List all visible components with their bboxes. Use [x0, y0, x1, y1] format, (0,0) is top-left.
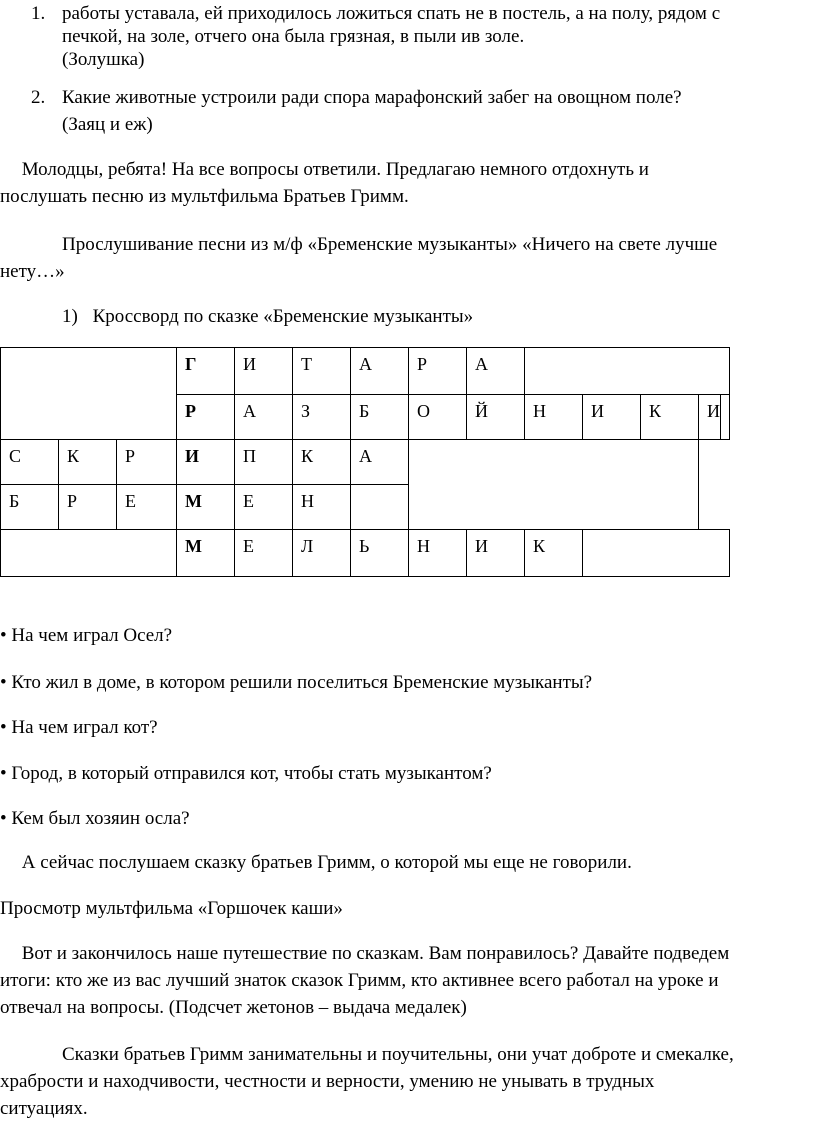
question-item: • Кто жил в доме, в котором решили поселиться Бременские музыканты? [0, 672, 593, 693]
crossword-cell[interactable]: К [525, 530, 583, 577]
crossword-cell[interactable]: Б [1, 485, 59, 530]
list-number: 1) [62, 306, 78, 327]
list-number: 2. [31, 87, 46, 108]
crossword-cell[interactable]: М [177, 485, 235, 530]
paragraph-praise: Молодцы, ребята! На все вопросы ответили. Предлагаю немного отдохнуть и послушать песню из мультфильма Братьев Гримм. [0, 159, 649, 207]
paragraph-song: Прослушивание песни из м/ф «Бременские музыканты» «Ничего на свете лучше нету…» [0, 234, 718, 282]
crossword-empty [525, 348, 730, 395]
crossword-cell[interactable]: А [351, 440, 409, 485]
crossword-cell[interactable]: А [467, 348, 525, 395]
crossword-cell[interactable]: К [59, 440, 117, 485]
list-text-line: работы уставала, ей приходилось ложиться спать не в постель, а на полу, рядом с [62, 3, 721, 24]
question-item: • Кем был хозяин осла? [0, 808, 190, 829]
crossword-cell[interactable]: П [235, 440, 293, 485]
crossword-cell[interactable]: К [641, 395, 699, 440]
crossword-title: 1) Кроссворд по сказке «Бременские музыканты» [62, 306, 474, 327]
crossword-cell[interactable]: Р [59, 485, 117, 530]
crossword-cell[interactable]: А [351, 348, 409, 395]
crossword-cell[interactable]: Г [177, 348, 235, 395]
crossword-cell[interactable]: И [699, 395, 721, 440]
paragraph-conclusion: Сказки братьев Гримм занимательны и поучительны, они учат доброте и смекалке, храбрости и находчивости, честности и верности, умению не унывать в трудных ситуациях. [0, 1044, 734, 1119]
paragraph-fairytale: А сейчас послушаем сказку братьев Гримм, о которой мы еще не говорили. [17, 852, 632, 873]
crossword-cell[interactable]: Е [235, 485, 293, 530]
question-item: • На чем играл кот? [0, 717, 158, 738]
crossword-cell[interactable]: Р [177, 395, 235, 440]
crossword-cell[interactable]: К [293, 440, 351, 485]
crossword-cell[interactable]: С [1, 440, 59, 485]
crossword-cell[interactable]: Н [293, 485, 351, 530]
paragraph-cartoon: Просмотр мультфильма «Горшочек каши» [0, 898, 343, 919]
list-item-2 [31, 86, 802, 136]
crossword-empty [721, 395, 730, 440]
crossword-cell[interactable]: Л [293, 530, 351, 577]
crossword-cell[interactable]: Е [117, 485, 177, 530]
crossword-empty [1, 348, 177, 440]
crossword-cell[interactable]: Р [117, 440, 177, 485]
crossword-cell[interactable]: И [583, 395, 641, 440]
crossword-cell[interactable]: Е [235, 530, 293, 577]
answer-text: (Золушка) [62, 49, 145, 70]
crossword-empty [583, 530, 730, 577]
crossword-empty [351, 485, 409, 530]
crossword-cell[interactable]: И [235, 348, 293, 395]
question-item: • Город, в который отправился кот, чтобы стать музыкантом? [0, 763, 492, 784]
answer-text: (Заяц и еж) [62, 114, 153, 135]
question-item: • На чем играл Осел? [0, 625, 173, 646]
crossword-cell[interactable]: Б [351, 395, 409, 440]
crossword-empty [409, 440, 699, 530]
crossword-cell[interactable]: Ь [351, 530, 409, 577]
list-item-1 [31, 2, 802, 71]
crossword-cell[interactable]: Т [293, 348, 351, 395]
paragraph-summary: Вот и закончилось наше путешествие по сказкам. Вам понравилось? Давайте подведем итоги: кто же из вас лучший знаток сказок Гримм, кто активнее всего работал на уроке и отвечал на вопросы. (Подсчет жетонов – выдача медалек) [0, 943, 730, 1018]
crossword-cell[interactable]: О [409, 395, 467, 440]
crossword-cell[interactable]: З [293, 395, 351, 440]
crossword-cell[interactable]: Р [409, 348, 467, 395]
crossword-cell[interactable]: Н [409, 530, 467, 577]
crossword-cell[interactable]: И [467, 530, 525, 577]
list-text-line: Какие животные устроили ради спора марафонский забег на овощном поле? [62, 87, 682, 108]
crossword-cell[interactable]: Й [467, 395, 525, 440]
crossword-cell[interactable]: М [177, 530, 235, 577]
crossword-empty [1, 530, 177, 577]
crossword-grid [0, 347, 730, 577]
crossword-cell[interactable]: И [177, 440, 235, 485]
crossword-cell[interactable]: А [235, 395, 293, 440]
crossword-cell[interactable]: Н [525, 395, 583, 440]
list-text-line: печкой, на золе, отчего она была грязная, в пыли ив золе. [62, 26, 525, 47]
list-number: 1. [31, 3, 46, 24]
